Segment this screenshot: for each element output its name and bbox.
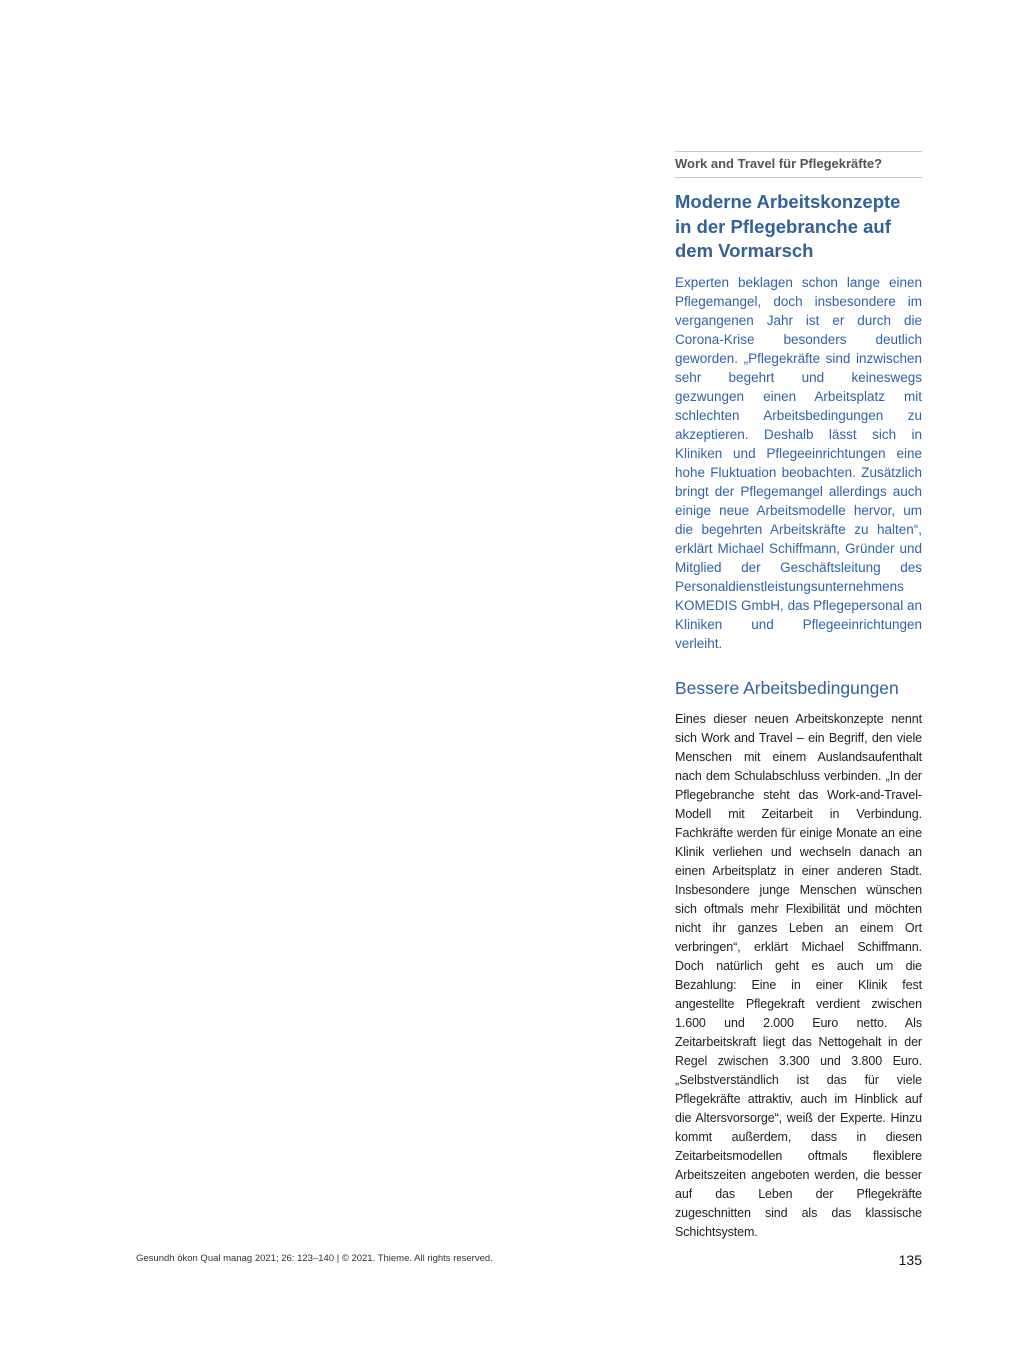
article-headline: Moderne Arbeitskonzepte in der Pflegebranche auf dem Vormarsch — [675, 191, 901, 261]
lead-paragraph: Experten beklagen schon lange einen Pflegemangel, doch insbesondere im vergangenen Jahr ist er durch die Corona-Krise besonders deutlich geworden. „Pflegekräfte sind inzwischen sehr begehrt und keineswegs gezwungen einen Arbeitsplatz mit schlechten Arbeitsbedingungen zu akzeptieren. Deshalb lässt sich in Kliniken und Pflegeeinrichtungen eine hohe Fluktuation beobachten. Zusätzlich bringt der Pflegemangel allerdings auch einige neue Arbeitsmodelle hervor, um die begehrten Arbeitskräfte zu halten“, erklärt Michael Schiffmann, Gründer und Mitglied der Geschäftsleitung des Personaldienstleistungsunternehmens KOMEDIS GmbH, das Pflegepersonal an Kliniken und Pflegeeinrichtungen verleiht. — [675, 274, 922, 651]
rubric-bar — [675, 151, 922, 178]
section-heading: Bessere Arbeitsbedingungen — [675, 677, 899, 698]
article-lead — [675, 273, 922, 653]
page-number: 135 — [898, 1252, 922, 1268]
footer-citation: Gesundh ökon Qual manag 2021; 26: 123–140 | © 2021. Thieme. All rights reserved. — [136, 1253, 493, 1264]
article-rubric: Work and Travel für Pflegekräfte? — [675, 156, 883, 171]
article-column — [675, 151, 922, 1242]
article-body — [675, 710, 922, 1242]
body-paragraph: Eines dieser neuen Arbeitskonzepte nennt sich Work and Travel – ein Begriff, den viele Menschen mit einem Auslandsaufenthalt nach dem Schulabschluss verbinden. „In der Pflegebranche steht das Work-and-Travel-Modell mit Zeitarbeit in Verbindung. Fachkräfte werden für einige Monate an eine Klinik verliehen und wechseln danach an einen Arbeitsplatz in einer anderen Stadt. Insbesondere junge Menschen wünschen sich oftmals mehr Flexibilität und möchten nicht ihr ganzes Leben an einem Ort verbringen“, erklärt Michael Schiffmann. Doch natürlich geht es auch um die Bezahlung: Eine in einer Klinik fest angestellte Pflegekraft verdient zwischen 1.600 und 2.000 Euro netto. Als Zeitarbeitskraft liegt das Nettogehalt in der Regel zwischen 3.300 und 3.800 Euro. „Selbstverständlich ist das für viele Pflegekräfte attraktiv, auch im Hinblick auf die Altersvorsorge“, weiß der Experte. Hinzu kommt außerdem, dass in diesen Zeitarbeitsmodellen oftmals flexiblere Arbeitszeiten angeboten werden, die besser auf das Leben der Pflegekräfte zugeschnitten sind als das klassische Schichtsystem. — [675, 711, 922, 1239]
